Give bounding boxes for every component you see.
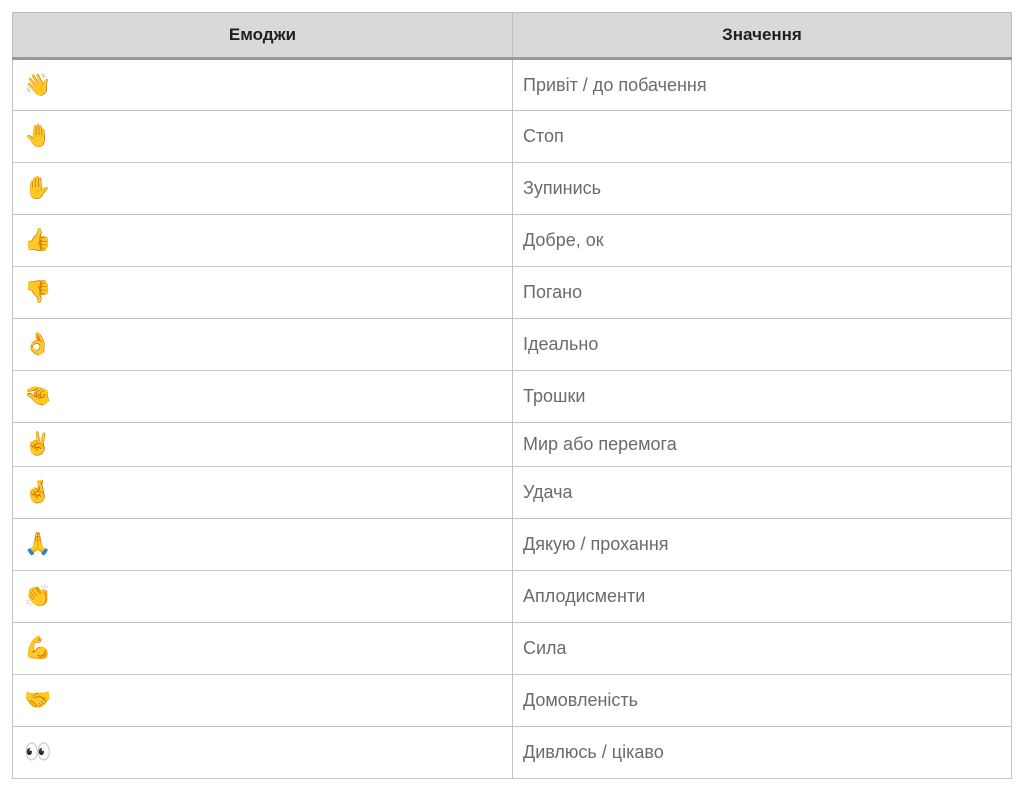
table-row xyxy=(13,267,1012,319)
meaning-cell: Стоп xyxy=(513,111,1012,163)
meaning-cell: Дякую / прохання xyxy=(513,519,1012,571)
meaning-cell: Добре, ок xyxy=(513,215,1012,267)
victory-hand-icon: ✌️ xyxy=(13,423,513,467)
table-row xyxy=(13,423,1012,467)
meaning-cell: Привіт / до побачення xyxy=(513,59,1012,111)
meaning-cell: Домовленість xyxy=(513,675,1012,727)
raised-back-of-hand-icon: 🤚 xyxy=(13,111,513,163)
meaning-cell: Трошки xyxy=(513,371,1012,423)
table-header-row xyxy=(13,13,1012,59)
crossed-fingers-icon: 🤞 xyxy=(13,467,513,519)
table-row xyxy=(13,215,1012,267)
thumbs-up-icon: 👍 xyxy=(13,215,513,267)
ok-hand-icon: 👌 xyxy=(13,319,513,371)
thumbs-down-icon: 👎 xyxy=(13,267,513,319)
table-row xyxy=(13,371,1012,423)
emoji-meaning-table xyxy=(12,12,1012,779)
meaning-cell: Сила xyxy=(513,623,1012,675)
table-row xyxy=(13,163,1012,215)
table-row xyxy=(13,675,1012,727)
meaning-cell: Ідеально xyxy=(513,319,1012,371)
emoji-table-container xyxy=(12,12,1011,779)
meaning-cell: Удача xyxy=(513,467,1012,519)
waving-hand-icon: 👋 xyxy=(13,59,513,111)
eyes-icon: 👀 xyxy=(13,727,513,779)
meaning-cell: Аплодисменти xyxy=(513,571,1012,623)
meaning-cell: Мир або перемога xyxy=(513,423,1012,467)
table-row xyxy=(13,111,1012,163)
table-row xyxy=(13,319,1012,371)
table-row xyxy=(13,59,1012,111)
folded-hands-icon: 🙏 xyxy=(13,519,513,571)
handshake-icon: 🤝 xyxy=(13,675,513,727)
table-row xyxy=(13,519,1012,571)
table-row xyxy=(13,623,1012,675)
column-header-meaning: Значення xyxy=(513,13,1012,59)
meaning-cell: Погано xyxy=(513,267,1012,319)
meaning-cell: Зупинись xyxy=(513,163,1012,215)
flexed-biceps-icon: 💪 xyxy=(13,623,513,675)
pinching-hand-icon: 🤏 xyxy=(13,371,513,423)
raised-hand-icon: ✋ xyxy=(13,163,513,215)
table-row xyxy=(13,571,1012,623)
table-row xyxy=(13,727,1012,779)
column-header-emoji: Емоджи xyxy=(13,13,513,59)
table-row xyxy=(13,467,1012,519)
clapping-hands-icon: 👏 xyxy=(13,571,513,623)
meaning-cell: Дивлюсь / цікаво xyxy=(513,727,1012,779)
